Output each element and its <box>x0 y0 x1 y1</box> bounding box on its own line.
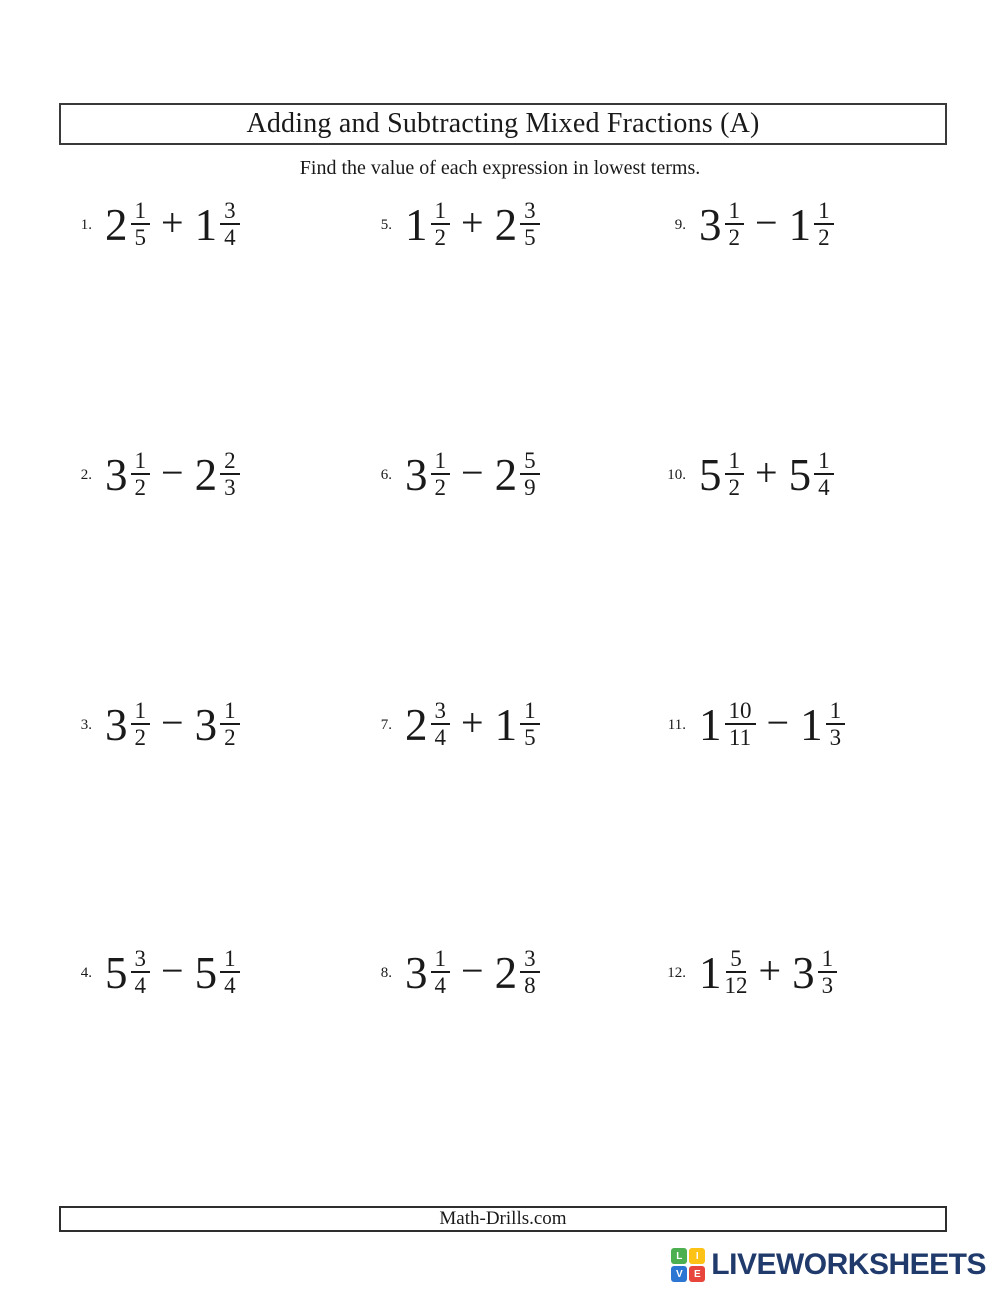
whole-number: 2 <box>405 699 428 750</box>
whole-number: 3 <box>699 199 722 250</box>
numerator: 1 <box>220 947 240 973</box>
operator: + <box>758 948 782 993</box>
problem-8 <box>358 938 540 1008</box>
fraction <box>220 199 240 250</box>
fraction <box>520 947 540 998</box>
whole-number: 2 <box>105 199 128 250</box>
whole-number: 3 <box>792 947 815 998</box>
denominator: 3 <box>224 475 236 500</box>
problem-6 <box>358 440 540 510</box>
whole-number: 1 <box>699 947 722 998</box>
operator: − <box>461 450 484 495</box>
fraction <box>131 699 151 750</box>
problem-11 <box>652 690 845 760</box>
whole-number: 1 <box>788 199 812 250</box>
problem-9 <box>652 190 834 260</box>
denominator: 3 <box>829 725 842 750</box>
worksheet-title: Adding and Subtracting Mixed Fractions (A) <box>246 108 760 139</box>
logo-tile-l: L <box>671 1248 687 1264</box>
problem-number: 4. <box>80 964 92 981</box>
fraction <box>725 699 756 750</box>
denominator: 2 <box>818 225 830 250</box>
numerator: 1 <box>220 699 240 725</box>
problem-4 <box>58 938 240 1008</box>
denominator: 12 <box>724 973 748 998</box>
fraction <box>431 699 451 750</box>
problem-number: 10. <box>667 466 686 483</box>
whole-number: 1 <box>494 699 518 750</box>
numerator: 1 <box>131 449 151 475</box>
whole-number: 3 <box>194 699 218 750</box>
problem-7 <box>358 690 540 760</box>
problem-1 <box>58 190 240 260</box>
fraction <box>814 199 834 250</box>
problem-number: 3. <box>80 716 92 733</box>
fraction <box>220 699 240 750</box>
logo-tile-i: I <box>689 1248 705 1264</box>
fraction <box>131 449 151 500</box>
whole-number: 1 <box>405 199 428 250</box>
numerator: 1 <box>431 199 451 225</box>
logo-tile-e: E <box>689 1266 705 1282</box>
whole-number: 3 <box>105 449 128 500</box>
problem-number: 7. <box>380 716 392 733</box>
denominator: 5 <box>134 225 146 250</box>
numerator: 1 <box>431 947 451 973</box>
problem-number: 8. <box>380 964 392 981</box>
problem-5 <box>358 190 540 260</box>
numerator: 1 <box>431 449 451 475</box>
operator: + <box>461 200 484 245</box>
numerator: 1 <box>814 449 834 475</box>
problem-10 <box>652 440 834 510</box>
fraction <box>131 947 151 998</box>
problem-number: 5. <box>380 216 392 233</box>
whole-number: 5 <box>788 449 812 500</box>
fraction <box>220 947 240 998</box>
denominator: 4 <box>134 973 146 998</box>
denominator: 4 <box>818 475 830 500</box>
whole-number: 3 <box>405 947 428 998</box>
numerator: 3 <box>520 199 540 225</box>
denominator: 2 <box>134 475 146 500</box>
fraction <box>520 449 540 500</box>
denominator: 2 <box>224 725 236 750</box>
denominator: 5 <box>524 725 536 750</box>
denominator: 8 <box>524 973 536 998</box>
problem-12 <box>652 938 837 1008</box>
whole-number: 2 <box>194 449 218 500</box>
liveworksheets-wordmark: LIVEWORKSHEETS <box>711 1248 986 1281</box>
whole-number: 1 <box>800 699 823 750</box>
numerator: 3 <box>431 699 451 725</box>
problem-number: 12. <box>667 964 686 981</box>
whole-number: 5 <box>105 947 128 998</box>
numerator: 3 <box>131 947 151 973</box>
fraction <box>725 449 745 500</box>
numerator: 5 <box>520 449 540 475</box>
whole-number: 3 <box>105 699 128 750</box>
fraction <box>725 947 748 998</box>
numerator: 3 <box>220 199 240 225</box>
denominator: 2 <box>728 475 740 500</box>
problem-number: 9. <box>674 216 686 233</box>
operator: − <box>755 200 778 245</box>
numerator: 1 <box>520 699 540 725</box>
denominator: 4 <box>224 225 236 250</box>
footer-source: Math-Drills.com <box>439 1208 567 1229</box>
denominator: 4 <box>434 725 446 750</box>
denominator: 5 <box>524 225 536 250</box>
footer-box <box>59 1206 947 1232</box>
liveworksheets-tiles-icon <box>671 1248 705 1282</box>
fraction <box>220 449 240 500</box>
numerator: 3 <box>520 947 540 973</box>
fraction <box>131 199 151 250</box>
liveworksheets-logo[interactable] <box>671 1248 986 1282</box>
operator: − <box>161 450 184 495</box>
numerator: 2 <box>220 449 240 475</box>
numerator: 10 <box>725 699 756 725</box>
whole-number: 2 <box>494 199 518 250</box>
numerator: 1 <box>131 699 151 725</box>
operator: − <box>161 948 184 993</box>
operator: + <box>461 700 484 745</box>
fraction <box>814 449 834 500</box>
operator: − <box>766 700 790 745</box>
denominator: 2 <box>434 475 446 500</box>
fraction <box>826 699 846 750</box>
instructions-text: Find the value of each expression in lowest terms. <box>299 157 701 179</box>
numerator: 5 <box>726 947 746 973</box>
whole-number: 1 <box>699 699 722 750</box>
whole-number: 1 <box>194 199 218 250</box>
whole-number: 5 <box>194 947 218 998</box>
logo-tile-v: V <box>671 1266 687 1282</box>
numerator: 1 <box>814 199 834 225</box>
whole-number: 2 <box>494 947 518 998</box>
denominator: 2 <box>728 225 740 250</box>
denominator: 2 <box>134 725 146 750</box>
problem-number: 1. <box>80 216 92 233</box>
denominator: 3 <box>821 973 834 998</box>
numerator: 1 <box>725 199 745 225</box>
denominator: 4 <box>434 973 446 998</box>
denominator: 9 <box>524 475 536 500</box>
fraction <box>431 449 451 500</box>
fraction <box>520 699 540 750</box>
problem-number: 11. <box>667 716 686 733</box>
fraction <box>431 199 451 250</box>
whole-number: 3 <box>405 449 428 500</box>
problem-number: 2. <box>80 466 92 483</box>
numerator: 1 <box>131 199 151 225</box>
numerator: 1 <box>826 699 846 725</box>
problem-number: 6. <box>380 466 392 483</box>
operator: − <box>461 948 484 993</box>
denominator: 11 <box>728 725 752 750</box>
fraction <box>431 947 451 998</box>
operator: − <box>161 700 184 745</box>
problem-3 <box>58 690 240 760</box>
numerator: 1 <box>818 947 838 973</box>
fraction <box>818 947 838 998</box>
denominator: 4 <box>224 973 236 998</box>
whole-number: 5 <box>699 449 722 500</box>
operator: + <box>161 200 184 245</box>
numerator: 1 <box>725 449 745 475</box>
problem-2 <box>58 440 240 510</box>
operator: + <box>755 450 778 495</box>
title-box <box>59 103 947 145</box>
whole-number: 2 <box>494 449 518 500</box>
fraction <box>725 199 745 250</box>
denominator: 2 <box>434 225 446 250</box>
fraction <box>520 199 540 250</box>
